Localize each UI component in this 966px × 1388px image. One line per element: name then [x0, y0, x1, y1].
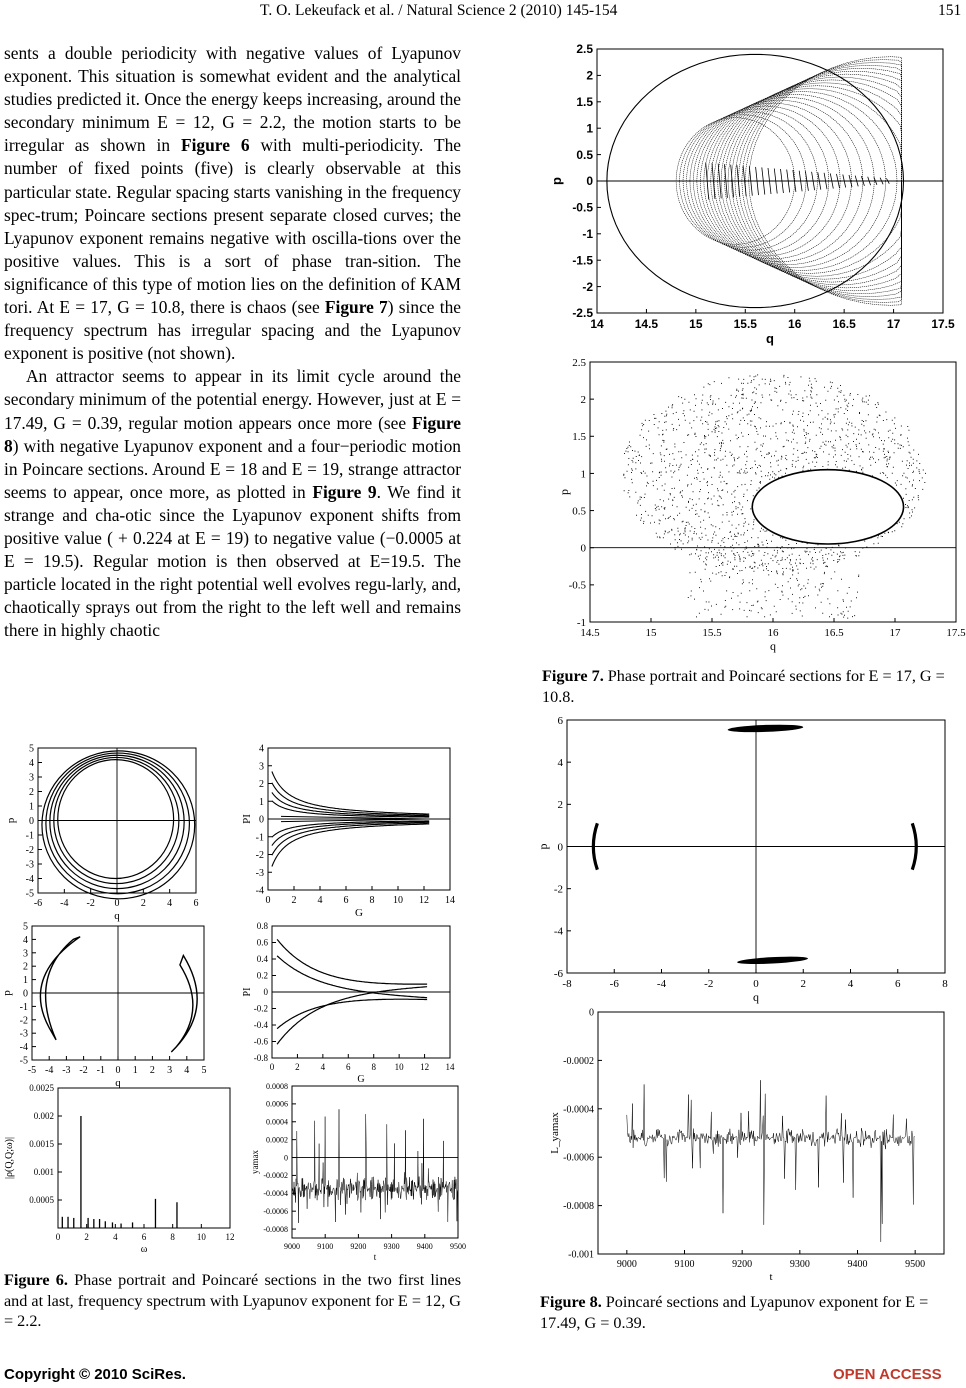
- y-axis-label: p: [549, 177, 564, 185]
- paragraph-2: An attractor seems to appear in its limit cycle around the secondary minimum of the potential energy. However, just at E = 17.49, G = 0.39, regular motion appears once more (see Figure 8) with negative Lyapunov exponent and a four−periodic motion in Poincare sections. Around E = 18 and E = 19, strange attractor seems to appear, once more, as plotted in Figure 9. We find it strange and cha-otic since the Lyapunov exponent shifts from positive value ( + 0.224 at E = 19) to negative value (−0.0005 at E = 19.5). Regular motion is then observed at E=19.5. The particle located in the right potential well evolves regu-larly, and, chaotically sprays out from the right to the left well and remains there in highly chaotic: [4, 366, 461, 641]
- figure-7-poincare-section: [557, 356, 966, 658]
- y-tick-label: 0.0015: [29, 1139, 54, 1150]
- x-tick-label: 1: [132, 1065, 138, 1076]
- figure-6-caption: Figure 6. Phase portrait and Poincaré sections in the two first lines and at last, frequency spectrum with Lyapunov exponent for E = 12, G = 2.2.: [4, 1271, 461, 1330]
- x-axis-label: q: [114, 910, 120, 922]
- y-tick-label: -0.0008: [263, 1224, 288, 1234]
- y-tick-label: -0.0004: [563, 1104, 594, 1116]
- y-tick-label: 0: [284, 1153, 288, 1163]
- x-tick-label: 2: [295, 1062, 300, 1072]
- y-tick-label: 0.0005: [29, 1195, 54, 1206]
- copyright-notice: Copyright © 2010 SciRes.: [4, 1366, 186, 1383]
- pi-curve: [277, 987, 427, 1044]
- x-tick-label: 14: [590, 317, 604, 331]
- x-tick-label: 10: [394, 1062, 404, 1072]
- paragraph-1: sents a double periodicity with negative values of Lyapunov exponent. This situation is somewhat evident and the analytical studies predicted it. Once the energy keeps increasing, around the secondary minimum E = 12, G = 2.2, the motion starts to be irregular as shown in Figure 6 with multi-periodicity. The number of fixed points (five) is clearly observable at this particular state. Regular spacing starts vanishing in the frequency spec-trum; Poincare sections present separate closed curves; the Lyapunov exponent remains negative with oscilla-tions over the positive values. This is a sort of phase tran-sition. The significance of this type of motion lies on the definition of KAM tori. At E = 17, G = 10.8, there is chaos (see Figure 7) since the frequency spectrum has irregular spacing and the Lyapunov exponent is positive (not shown).: [4, 43, 461, 364]
- x-tick-label: 4: [113, 1232, 118, 1242]
- poincare-arc-right: [171, 955, 197, 1051]
- x-tick-label: 9500: [450, 1242, 466, 1251]
- y-tick-label: 1: [580, 468, 586, 481]
- y-tick-label: 2.5: [572, 356, 586, 369]
- y-axis-label: yamax: [250, 1150, 260, 1174]
- lyapunov-trace: [627, 1080, 915, 1242]
- y-tick-label: 2: [586, 68, 593, 83]
- plot-frame: [58, 1088, 230, 1228]
- y-tick-label: 4: [259, 743, 264, 755]
- y-tick-label: 0.6: [256, 937, 268, 948]
- x-axis-label: ω: [140, 1244, 148, 1255]
- open-access-label: OPEN ACCESS: [833, 1366, 942, 1383]
- y-tick-label: 0.5: [572, 505, 586, 518]
- y-tick-label: 0: [589, 1007, 594, 1019]
- y-tick-label: -2: [255, 850, 264, 861]
- y-tick-label: 0.0025: [29, 1083, 54, 1094]
- x-tick-label: -3: [62, 1065, 71, 1076]
- x-tick-label: 6: [346, 1062, 351, 1072]
- pi-curve: [277, 999, 427, 1028]
- y-tick-label: 5: [29, 743, 34, 755]
- y-tick-label: 1: [259, 796, 264, 808]
- x-tick-label: -5: [27, 1065, 37, 1076]
- y-tick-label: 0: [259, 814, 264, 826]
- x-tick-label: 0: [55, 1232, 61, 1242]
- orbit-curves: [597, 54, 943, 307]
- y-axis-label: PI: [241, 814, 253, 824]
- x-tick-label: 0: [265, 895, 271, 906]
- x-tick-label: 14: [445, 1062, 455, 1072]
- x-tick-label: 9400: [416, 1242, 433, 1251]
- cluster-bottom: [737, 955, 808, 965]
- y-tick-label: 1.5: [576, 95, 593, 109]
- x-tick-label: 6: [895, 978, 901, 990]
- x-tick-label: 3: [167, 1065, 173, 1076]
- x-tick-label: 16.5: [832, 317, 856, 331]
- spectrum-bars: [62, 1116, 177, 1228]
- orbit-loops: [38, 748, 196, 899]
- figure-8-caption: Figure 8. Poincaré sections and Lyapunov exponent for E = 17.49, G = 0.39.: [540, 1293, 929, 1332]
- x-tick-label: 2: [149, 1065, 155, 1076]
- y-axis-label: PI: [242, 987, 253, 997]
- y-tick-label: 0.0002: [266, 1135, 288, 1145]
- x-tick-label: 2: [291, 895, 297, 906]
- x-tick-label: 0: [114, 898, 120, 909]
- y-tick-label: -2: [582, 279, 593, 294]
- x-tick-label: 14: [445, 895, 455, 906]
- pi-curves: [272, 939, 450, 1044]
- y-tick-label: 2: [259, 779, 264, 790]
- x-tick-label: 12: [420, 1062, 430, 1072]
- y-tick-label: -2: [19, 1015, 28, 1027]
- x-tick-label: 9200: [732, 1259, 753, 1270]
- x-tick-label: 8: [369, 895, 375, 906]
- x-tick-label: 9400: [847, 1259, 868, 1270]
- running-header: [0, 0, 966, 28]
- x-tick-label: 2: [800, 978, 806, 990]
- figure-6-reference[interactable]: Figure 6: [180, 135, 250, 156]
- y-tick-label: 0: [263, 987, 268, 998]
- x-tick-label: 4: [320, 1062, 326, 1072]
- x-tick-label: 14.5: [634, 317, 659, 331]
- y-axis-label: p: [536, 843, 550, 850]
- figure-6-pi-vs-g-bottom: [240, 920, 465, 1085]
- y-tick-label: 0.002: [33, 1111, 54, 1122]
- hollow-ellipse-boundary: [752, 470, 903, 544]
- y-tick-label: -4: [19, 1042, 28, 1054]
- x-tick-label: -2: [86, 898, 95, 909]
- figure-7-reference[interactable]: Figure 7: [324, 297, 388, 318]
- x-tick-label: 9000: [616, 1259, 637, 1270]
- lyapunov-curve: [627, 1080, 915, 1242]
- x-tick-label: 15: [645, 627, 657, 639]
- y-tick-label: 1: [586, 121, 593, 136]
- y-tick-label: 4: [23, 934, 28, 946]
- y-tick-label: -1: [19, 1001, 28, 1013]
- figure-6-frequency-spectrum: [0, 1080, 240, 1256]
- y-tick-label: 4: [557, 757, 563, 770]
- cluster-top: [728, 724, 804, 734]
- figure-7-caption: Figure 7. Phase portrait and Poincaré sections for E = 17, G = 10.8.: [542, 667, 945, 706]
- x-tick-label: -2: [79, 1065, 88, 1076]
- y-tick-label: 3: [259, 761, 264, 773]
- y-tick-label: 0.0008: [266, 1081, 288, 1091]
- lyapunov-curve: [292, 1109, 458, 1223]
- pi-curve: [277, 939, 427, 984]
- y-tick-label: -0.0006: [263, 1206, 288, 1216]
- y-tick-label: 1: [23, 975, 28, 987]
- figure-8-reference[interactable]: Figure 8: [4, 412, 461, 456]
- x-tick-label: 16: [767, 627, 779, 639]
- x-tick-label: 17: [886, 317, 901, 331]
- x-axis-label: G: [355, 907, 363, 919]
- x-tick-label: 4: [167, 898, 173, 909]
- y-tick-label: -1: [25, 830, 34, 842]
- y-tick-label: -4: [553, 925, 563, 938]
- x-tick-label: 2: [140, 898, 146, 909]
- poincare-arcs: [32, 926, 204, 1060]
- poincare-dot-cloud: [623, 375, 926, 618]
- x-tick-label: 9500: [905, 1259, 926, 1270]
- x-tick-label: 9000: [284, 1242, 300, 1251]
- x-tick-label: -4: [656, 978, 667, 990]
- plot-frame: [598, 1012, 944, 1254]
- y-tick-label: -0.0004: [263, 1189, 288, 1199]
- x-tick-label: -8: [562, 978, 572, 990]
- y-tick-label: 0.8: [256, 921, 268, 932]
- x-tick-label: 0: [115, 1065, 121, 1076]
- x-axis-label: q: [115, 1077, 121, 1089]
- y-tick-label: -1: [582, 227, 593, 241]
- x-tick-label: 0: [753, 978, 759, 990]
- y-tick-label: -0.0002: [263, 1171, 288, 1181]
- x-tick-label: 4: [847, 978, 854, 990]
- y-tick-label: 0.0004: [266, 1117, 288, 1127]
- x-axis-label: G: [357, 1074, 365, 1085]
- x-tick-label: 9100: [674, 1259, 695, 1270]
- y-tick-label: 3: [23, 948, 28, 960]
- x-tick-label: 15.5: [733, 317, 757, 331]
- header-title: T. O. Lekeufack et al. / Natural Science 2 (2010) 145-154: [260, 2, 618, 19]
- figure-6-pi-vs-g-top: [240, 742, 465, 922]
- x-tick-label: -4: [60, 898, 69, 909]
- y-axis-label: p: [5, 817, 17, 824]
- y-tick-label: -0.6: [253, 1036, 268, 1047]
- y-tick-label: 0: [586, 174, 593, 189]
- y-tick-label: 0: [580, 542, 586, 555]
- x-tick-label: 15.5: [702, 627, 722, 639]
- figure-8-lyapunov-exponent: [540, 1007, 960, 1292]
- x-tick-label: 9300: [789, 1259, 810, 1270]
- y-tick-label: -0.0008: [563, 1201, 594, 1213]
- y-tick-label: -0.0006: [563, 1152, 594, 1164]
- x-tick-label: -6: [609, 978, 619, 990]
- x-axis-label: t: [769, 1271, 773, 1283]
- y-axis-label: |ρ(Q,Q;ω)|: [4, 1137, 15, 1179]
- x-tick-label: 9300: [383, 1242, 400, 1251]
- y-tick-label: 1.5: [572, 431, 586, 444]
- page-number: 151: [938, 2, 962, 19]
- y-tick-label: -3: [255, 867, 264, 879]
- y-axis-label: L_yamax: [549, 1112, 561, 1154]
- y-tick-label: -0.5: [572, 200, 593, 215]
- y-axis-label: p: [557, 489, 571, 495]
- x-tick-label: 8: [170, 1232, 175, 1242]
- y-tick-label: -2: [553, 883, 563, 896]
- x-tick-label: 0: [269, 1062, 275, 1072]
- x-tick-label: 12: [225, 1232, 235, 1242]
- x-tick-label: 4: [317, 895, 323, 906]
- y-tick-label: 4: [29, 758, 34, 769]
- x-tick-label: 6: [193, 898, 199, 909]
- x-tick-label: 17.5: [931, 317, 955, 331]
- pi-curves: [268, 772, 450, 867]
- x-tick-label: 8: [371, 1062, 376, 1072]
- figure-6-lyapunov-exponent: [248, 1080, 466, 1266]
- y-tick-label: -1: [255, 832, 264, 844]
- y-tick-label: -0.8: [253, 1053, 268, 1064]
- x-tick-label: 10: [393, 895, 403, 906]
- x-tick-label: 16.5: [824, 627, 844, 639]
- x-tick-label: 12: [419, 895, 429, 906]
- x-tick-label: 10: [196, 1232, 206, 1242]
- x-tick-label: 17.5: [946, 627, 966, 639]
- y-tick-label: -0.5: [568, 579, 586, 592]
- x-tick-label: 14.5: [580, 627, 600, 639]
- figure-8-poincare-section: [536, 714, 960, 1006]
- y-tick-label: 1: [29, 801, 34, 813]
- y-tick-label: -0.2: [253, 1003, 268, 1014]
- y-tick-label: -0.0002: [563, 1055, 594, 1067]
- y-tick-label: -5: [19, 1055, 28, 1067]
- y-tick-label: -2.5: [572, 306, 593, 321]
- body-text-column: [4, 42, 461, 642]
- x-tick-label: 17: [889, 627, 901, 639]
- y-tick-label: 0.2: [256, 970, 268, 981]
- x-tick-label: -1: [96, 1065, 105, 1076]
- plot-frame: [292, 1086, 458, 1238]
- y-tick-label: -0.4: [253, 1020, 268, 1031]
- x-tick-label: 9200: [350, 1242, 367, 1251]
- y-tick-label: -1.5: [572, 253, 593, 268]
- x-axis-label: q: [770, 639, 776, 653]
- x-tick-label: 6: [141, 1232, 147, 1242]
- x-axis-label: q: [753, 990, 759, 1004]
- y-tick-label: 0.0006: [266, 1099, 288, 1109]
- figure-7-phase-portrait: [549, 40, 960, 346]
- y-tick-label: -4: [255, 885, 264, 897]
- poincare-points: [590, 375, 956, 618]
- figure-9-reference[interactable]: Figure 9: [312, 481, 377, 502]
- y-axis-label: p: [1, 990, 13, 996]
- x-tick-label: -6: [33, 898, 43, 909]
- y-tick-label: 0: [29, 816, 34, 827]
- x-tick-label: 15: [689, 317, 703, 331]
- plot-frame: [590, 362, 956, 622]
- x-tick-label: -4: [45, 1065, 54, 1076]
- y-tick-label: 0.4: [256, 954, 268, 965]
- y-tick-label: 2: [23, 961, 28, 973]
- y-tick-label: -0.001: [568, 1249, 594, 1261]
- poincare-arc-left: [40, 937, 80, 1040]
- y-tick-label: 0.5: [576, 147, 593, 162]
- orbit-loop: [42, 751, 195, 899]
- y-tick-label: 2: [580, 393, 586, 406]
- y-tick-label: -1: [576, 616, 586, 629]
- x-tick-label: 5: [201, 1065, 207, 1076]
- x-tick-label: 6: [343, 895, 349, 906]
- x-tick-label: 16: [788, 317, 802, 331]
- orbit-loop: [46, 753, 190, 894]
- y-tick-label: 0: [23, 988, 28, 1000]
- y-tick-label: -2: [25, 845, 34, 856]
- x-tick-label: -2: [704, 978, 714, 990]
- y-tick-label: 6: [557, 714, 563, 727]
- x-tick-label: 8: [942, 978, 948, 990]
- y-tick-label: 3: [29, 772, 34, 784]
- lyapunov-trace: [292, 1109, 458, 1223]
- x-axis-label: t: [373, 1252, 377, 1262]
- y-tick-label: -3: [19, 1028, 28, 1040]
- y-tick-label: 0: [557, 841, 563, 854]
- y-tick-label: 2.5: [576, 42, 593, 57]
- y-tick-label: -5: [25, 888, 34, 900]
- pi-curve: [277, 956, 427, 998]
- y-tick-label: 0.001: [33, 1167, 54, 1178]
- x-axis-label: q: [766, 331, 774, 346]
- y-tick-label: -4: [25, 874, 34, 885]
- y-tick-label: -3: [25, 859, 34, 871]
- figure-6-phase-portrait: [0, 742, 230, 922]
- y-tick-label: 2: [557, 799, 563, 812]
- y-tick-label: 2: [29, 787, 34, 798]
- poincare-clusters: [567, 720, 945, 973]
- x-tick-label: 9100: [317, 1242, 334, 1251]
- orbit-loop: [58, 760, 174, 879]
- x-tick-label: 4: [184, 1065, 190, 1076]
- x-tick-label: 2: [84, 1232, 89, 1242]
- y-tick-label: 5: [23, 921, 28, 933]
- y-tick-label: -6: [553, 967, 563, 980]
